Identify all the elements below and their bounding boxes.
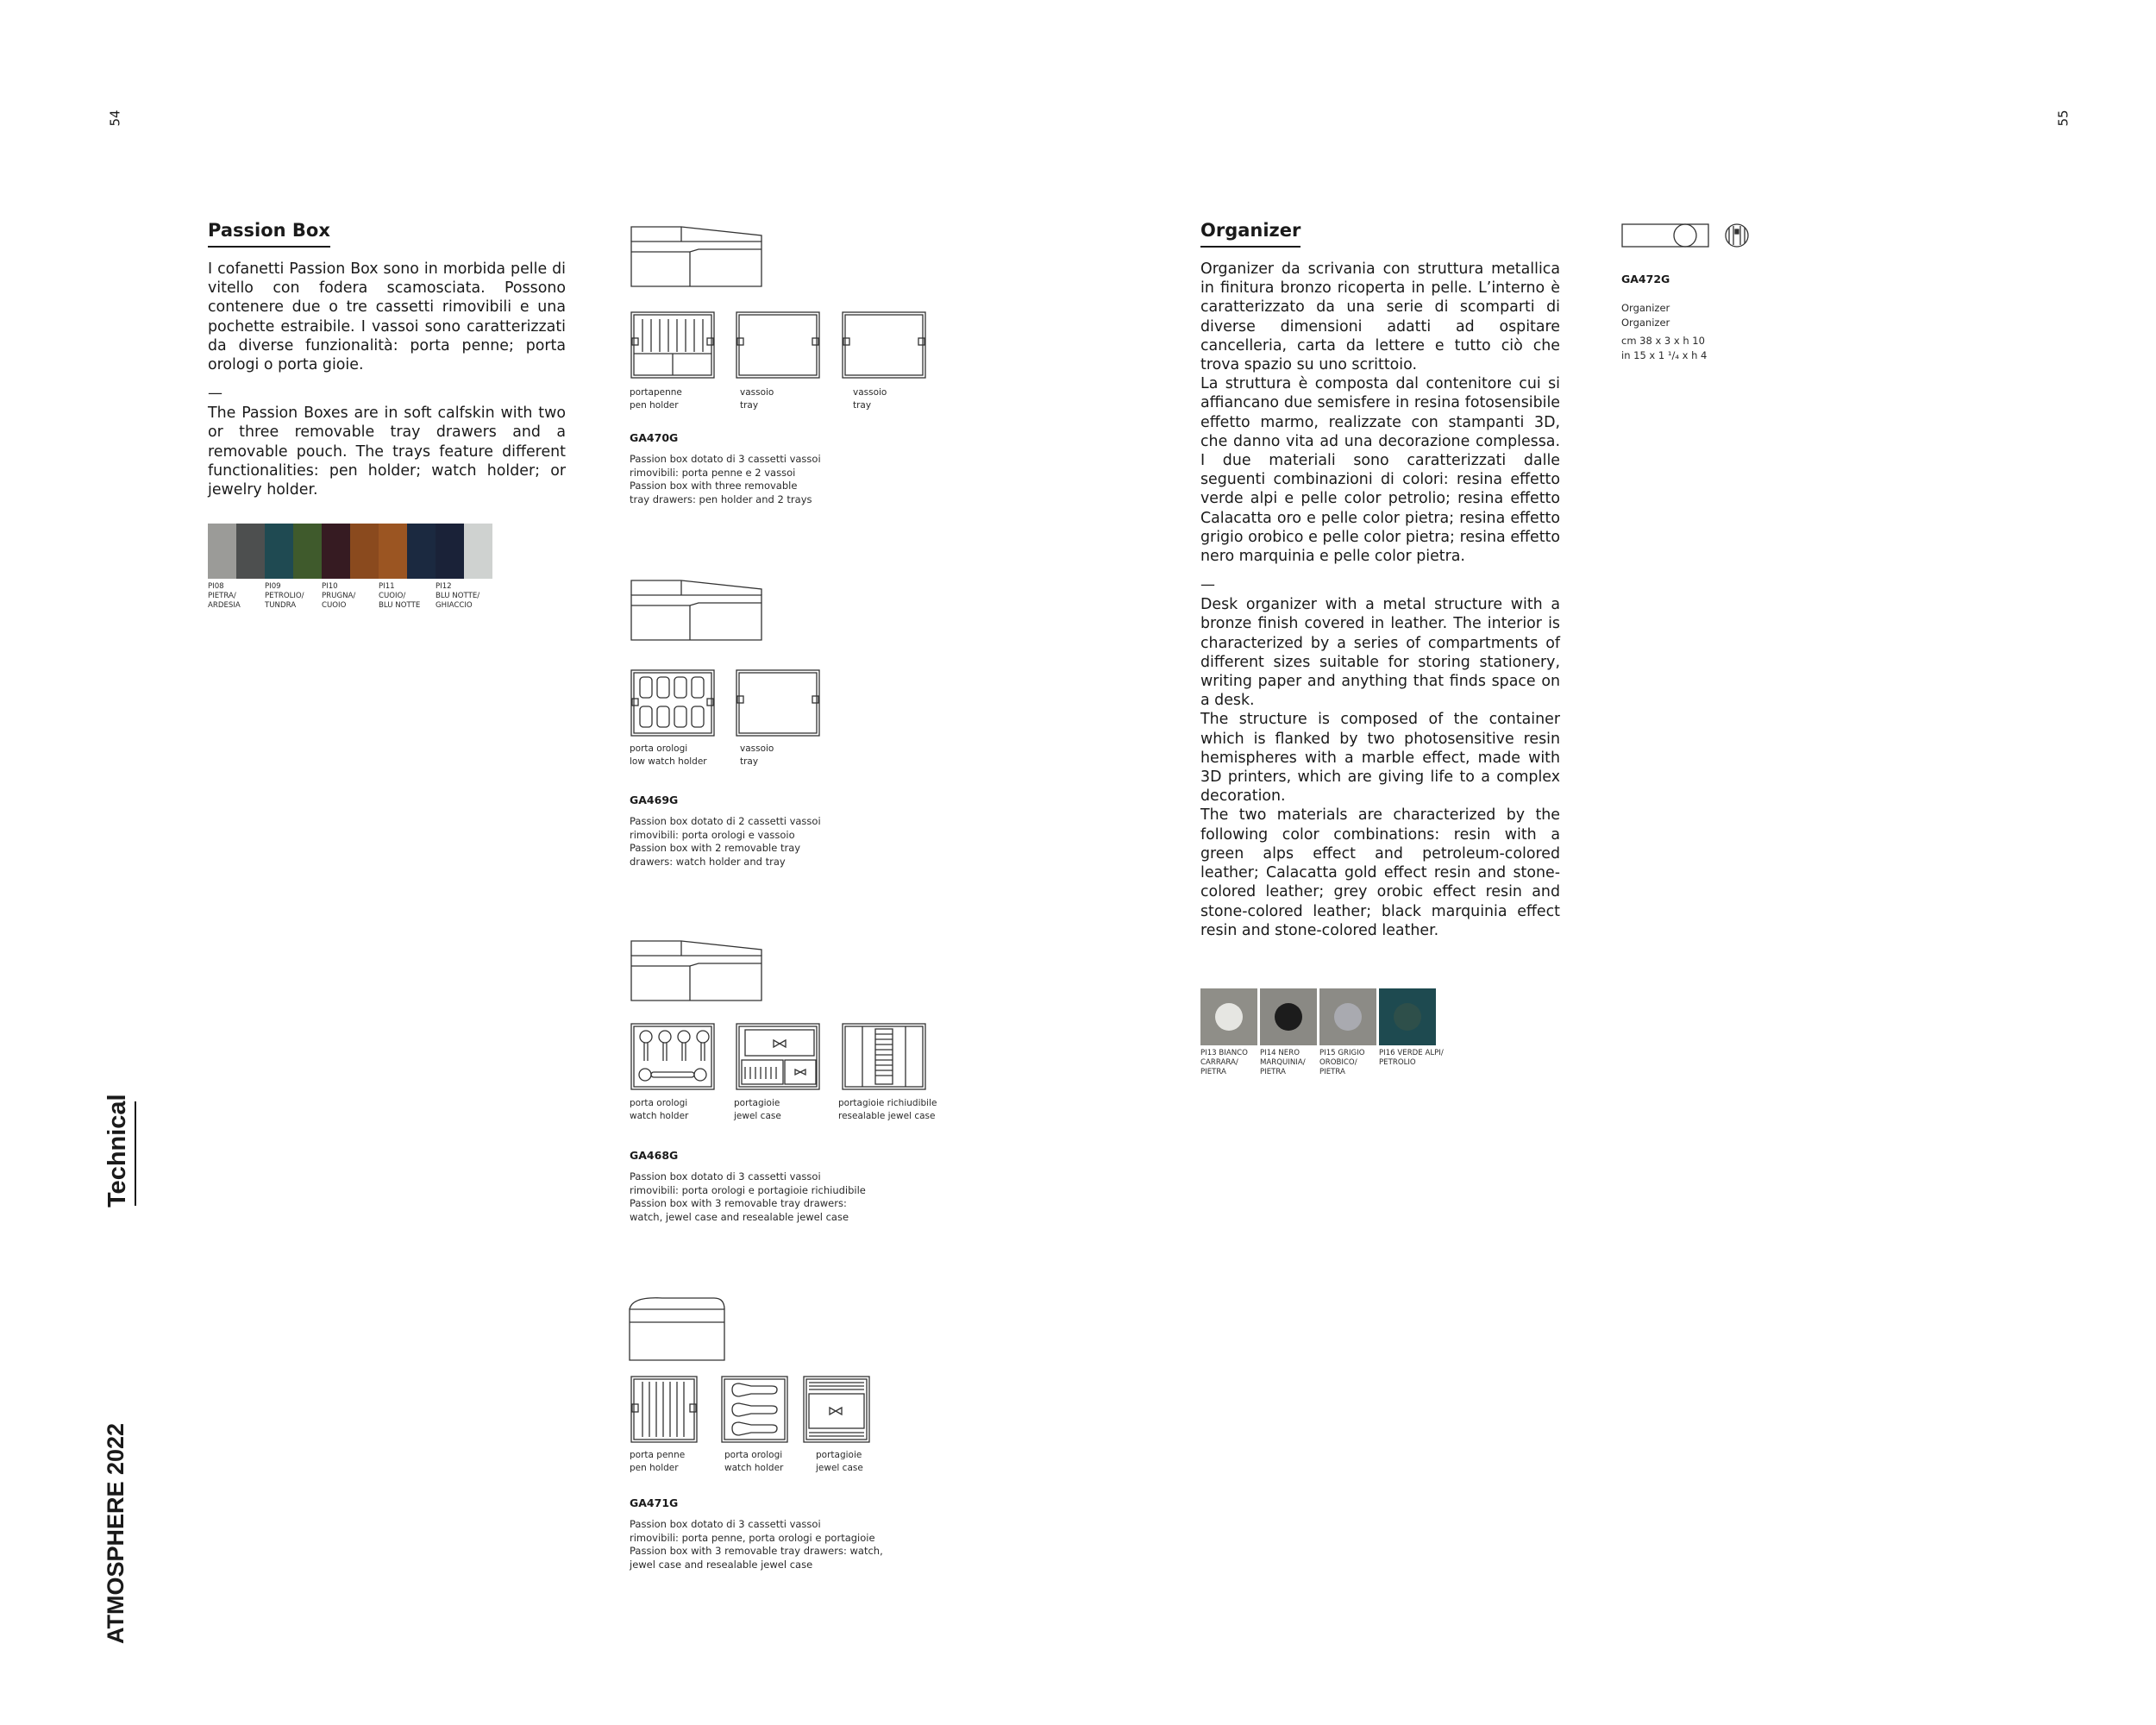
ga469g-caption-2 (740, 743, 774, 768)
passion-box-text-en: The Passion Boxes are in soft calfskin with two or three removable tray drawers and a removable pouch. The trays feature different functionalities: pen holder; watch holder; or jewelry holder. (208, 405, 566, 499)
caption-en: pen holder (630, 400, 679, 411)
caption-it: portagioie (816, 1450, 862, 1460)
swatch-label-line: PI15 GRIGIO (1319, 1049, 1365, 1057)
marble-swatch-pi16 (1379, 988, 1436, 1045)
ga470g-caption-2 (740, 386, 774, 412)
ga470g-tray-2 (841, 310, 927, 380)
ga470g-caption-3 (853, 386, 887, 412)
swatch-label-pi11 (379, 582, 420, 611)
caption-en: pen holder (630, 1463, 679, 1473)
ga472g-organizer-drawing (1621, 223, 1759, 250)
caption-it: portapenne (630, 387, 682, 398)
swatch-label-line: PI08 (208, 582, 224, 591)
desc-line: Passion box with three removable (630, 480, 798, 492)
swatch-label-pi08 (208, 582, 241, 611)
side-label-technical (103, 1094, 132, 1208)
ga471g-watch-tray (720, 1375, 789, 1444)
swatch-label-line: PIETRA (1319, 1068, 1345, 1076)
swatch-label-line: CUOIO (322, 601, 347, 610)
leather-swatch-pi09-2 (293, 524, 322, 579)
ga470g-box-drawing (630, 224, 768, 293)
ga469g-tray (735, 668, 821, 737)
desc-line: Passion box dotato di 3 cassetti vassoi (630, 1170, 821, 1182)
ga472g-code: GA472G (1621, 273, 1670, 285)
ga469g-description (630, 815, 821, 869)
caption-en: tray (740, 756, 759, 767)
ga468g-caption-1 (630, 1097, 688, 1123)
swatch-label-line: PI11 (379, 582, 395, 591)
swatch-label-pi14 (1260, 1049, 1306, 1077)
passion-box-text-it: I cofanetti Passion Box sono in morbida pelle di vitello con fodera scamosciata. Possono contenere due o tre cassetti rimovibili e una pochette estraibile. I vassoi sono caratterizzati da diverse funzionalità: porta penne; porta orologi o porta gioie. (208, 260, 566, 374)
marble-swatch-pi14 (1260, 988, 1317, 1045)
ga468g-description (630, 1170, 866, 1224)
leather-swatch-pi10-2 (350, 524, 379, 579)
ga471g-description (630, 1518, 883, 1571)
marble-disc (1215, 1003, 1243, 1031)
desc-line: tray drawers: pen holder and 2 trays (630, 492, 812, 505)
swatch-label-line: BLU NOTTE/ (436, 592, 480, 600)
organizer-text-en-3: The two materials are characterized by the following color combinations: resin with a green alps effect and petroleum-colored leather; Calacatta gold effect resin and stone-colored leather; grey orobic effect resin and stone-colored leather; black marquinia effect resin and stone-colored leather. (1200, 806, 1560, 939)
caption-en: resealable jewel case (838, 1111, 936, 1121)
ga469g-box-drawing (630, 578, 768, 647)
swatch-label-pi12 (436, 582, 479, 611)
caption-it: porta orologi (630, 1098, 688, 1108)
swatch-label-line: PI16 VERDE ALPI/ (1379, 1049, 1444, 1057)
caption-it: portagioie (734, 1098, 780, 1108)
swatch-label-line: GHIACCIO (436, 601, 473, 610)
product-name-it: Organizer (1621, 302, 1670, 314)
caption-en: low watch holder (630, 756, 707, 767)
ga470g-code: GA470G (630, 431, 679, 444)
desc-line: Passion box dotato di 3 cassetti vassoi (630, 453, 821, 465)
ga471g-code: GA471G (630, 1496, 679, 1509)
organizer-section (1200, 220, 1560, 940)
ga469g-code: GA469G (630, 794, 679, 806)
swatch-label-pi13 (1200, 1049, 1248, 1077)
caption-it: porta penne (630, 1450, 686, 1460)
brand-text: ATMOSPHERE 2022 (103, 1422, 128, 1644)
desc-line: Passion box with 2 removable tray (630, 842, 801, 854)
caption-it: portagioie richiudibile (838, 1098, 937, 1108)
marble-disc (1334, 1003, 1362, 1031)
caption-it: porta orologi (630, 743, 688, 754)
ga468g-resealable-jewel-case (841, 1022, 927, 1091)
swatch-label-line: PI13 BIANCO (1200, 1049, 1248, 1057)
caption-it: vassoio (740, 387, 774, 398)
desc-line: rimovibili: porta orologi e portagioie richiudibile (630, 1183, 866, 1196)
organizer-text-it-1: Organizer da scrivania con struttura metallica in finitura bronzo ricoperta in pelle. L’interno è caratterizzato da una serie di scomparti di diverse dimensioni adatti ad ospitare cancelleria, carta da lettere e tutto ciò che trova spazio su uno scrittoio. (1200, 260, 1560, 374)
caption-it: vassoio (853, 387, 887, 398)
organizer-swatches (1200, 988, 1459, 1083)
side-label-brand (103, 1423, 129, 1644)
desc-line: jewel case and resealable jewel case (630, 1558, 813, 1571)
ga471g-caption-1 (630, 1449, 685, 1475)
swatch-label-line: CUOIO/ (379, 592, 406, 600)
swatch-label-line: OROBICO/ (1319, 1058, 1357, 1067)
ga468g-box-drawing (630, 938, 768, 1007)
swatch-label-line: PI10 (322, 582, 338, 591)
caption-en: tray (853, 400, 872, 411)
ga468g-caption-2 (734, 1097, 781, 1123)
ga471g-pen-tray (630, 1375, 699, 1444)
caption-en: jewel case (734, 1111, 781, 1121)
swatch-label-pi09 (265, 582, 304, 611)
swatch-label-line: CARRARA/ (1200, 1058, 1238, 1067)
desc-line: Passion box dotato di 3 cassetti vassoi (630, 1518, 821, 1530)
ga471g-caption-2 (724, 1449, 783, 1475)
desc-line: Passion box with 3 removable tray drawers: watch, (630, 1545, 883, 1557)
product-dims-in: in 15 x 1 ¹/₄ x h 4 (1621, 349, 1708, 361)
desc-line: Passion box dotato di 2 cassetti vassoi (630, 815, 821, 827)
swatch-label-line: PETROLIO (1379, 1058, 1416, 1067)
caption-it: vassoio (740, 743, 774, 754)
desc-line: watch, jewel case and resealable jewel case (630, 1210, 849, 1223)
page-number-left: 54 (107, 110, 123, 127)
swatch-label-pi10 (322, 582, 355, 611)
ga469g-caption-1 (630, 743, 707, 768)
passion-box-title: Passion Box (208, 220, 330, 248)
leather-swatch-pi08-1 (208, 524, 236, 579)
leather-swatch-pi11-2 (407, 524, 436, 579)
organizer-text-en-2: The structure is composed of the container which is flanked by two photosensitive resin hemispheres with a marble effect, made with 3D printers, which are giving life to a complex decoration. (1200, 711, 1560, 806)
ga471g-box-drawing (628, 1294, 731, 1363)
passion-box-swatches (208, 524, 492, 610)
swatch-label-line: TUNDRA (265, 601, 297, 610)
swatch-label-line: PI12 (436, 582, 452, 591)
desc-line: rimovibili: porta penne e 2 vassoi (630, 466, 796, 479)
desc-line: drawers: watch holder and tray (630, 855, 786, 868)
ga472g-info (1621, 301, 1707, 363)
desc-line: rimovibili: porta penne, porta orologi e portagioie (630, 1531, 875, 1544)
leather-swatch-pi09-1 (265, 524, 293, 579)
marble-swatch-pi15 (1319, 988, 1376, 1045)
ga470g-pen-tray (630, 310, 716, 380)
leather-swatch-pi12-1 (436, 524, 464, 579)
ga470g-description (630, 453, 821, 506)
swatch-label-line: PETROLIO/ (265, 592, 304, 600)
caption-en: jewel case (816, 1463, 863, 1473)
technical-rule (135, 1101, 136, 1206)
ga469g-watch-tray (630, 668, 716, 737)
leather-swatch-pi10-1 (322, 524, 350, 579)
marble-disc (1394, 1003, 1421, 1031)
ga468g-caption-3 (838, 1097, 937, 1123)
passion-box-dash: — (208, 385, 222, 403)
ga470g-tray-1 (735, 310, 821, 380)
page-number-right: 55 (2055, 110, 2071, 127)
organizer-text-it-2: La struttura è composta dal contenitore cui si affiancano due semisfere in resina fotosensibile effetto marmo, realizzate con stampanti 3D, che danno vita ad una decorazione complessa. I due materiali sono caratterizzati dalle seguenti combinazioni di colori: resina effetto verde alpi e pelle color petrolio; resina effetto Calacatta oro e pelle color pietra; resina effetto grigio orobico e pelle color pietra; resina effetto nero marquinia e pelle color pietra. (1200, 375, 1560, 566)
ga471g-caption-3 (816, 1449, 863, 1475)
leather-swatch-pi12-2 (464, 524, 492, 579)
product-name-en: Organizer (1621, 317, 1670, 329)
desc-line: rimovibili: porta orologi e vassoio (630, 828, 795, 841)
caption-it: porta orologi (724, 1450, 783, 1460)
leather-swatch-pi08-2 (236, 524, 265, 579)
ga468g-code: GA468G (630, 1149, 679, 1162)
technical-text: Technical (103, 1094, 131, 1208)
swatch-label-line: PI09 (265, 582, 281, 591)
swatch-label-line: PI14 NERO (1260, 1049, 1300, 1057)
leather-swatch-pi11-1 (379, 524, 407, 579)
marble-disc (1275, 1003, 1302, 1031)
swatch-label-line: MARQUINIA/ (1260, 1058, 1306, 1067)
swatch-label-line: BLU NOTTE (379, 601, 421, 610)
ga471g-jewel-case (802, 1375, 871, 1444)
caption-en: tray (740, 400, 759, 411)
organizer-text-en-1: Desk organizer with a metal structure with a bronze finish covered in leather. The interior is characterized by a series of compartments of different sizes suitable for storing stationery, writing paper and anything that finds space on a desk. (1200, 596, 1560, 710)
ga468g-jewel-case (735, 1022, 821, 1091)
caption-en: watch holder (630, 1111, 689, 1121)
swatch-label-pi16 (1379, 1049, 1444, 1068)
organizer-dash: — (1200, 576, 1215, 594)
ga470g-caption-1 (630, 386, 682, 412)
marble-swatch-pi13 (1200, 988, 1257, 1045)
swatch-label-line: PIETRA (1260, 1068, 1286, 1076)
desc-line: Passion box with 3 removable tray drawers: (630, 1197, 847, 1209)
product-dims-cm: cm 38 x 3 x h 10 (1621, 335, 1705, 347)
swatch-label-line: PIETRA (1200, 1068, 1226, 1076)
organizer-title: Organizer (1200, 220, 1300, 248)
ga468g-watch-tray (630, 1022, 716, 1091)
passion-box-section (208, 220, 566, 499)
swatch-label-pi15 (1319, 1049, 1365, 1077)
swatch-label-line: PRUGNA/ (322, 592, 356, 600)
swatch-label-line: ARDESIA (208, 601, 241, 610)
swatch-label-line: PIETRA/ (208, 592, 236, 600)
caption-en: watch holder (724, 1463, 784, 1473)
